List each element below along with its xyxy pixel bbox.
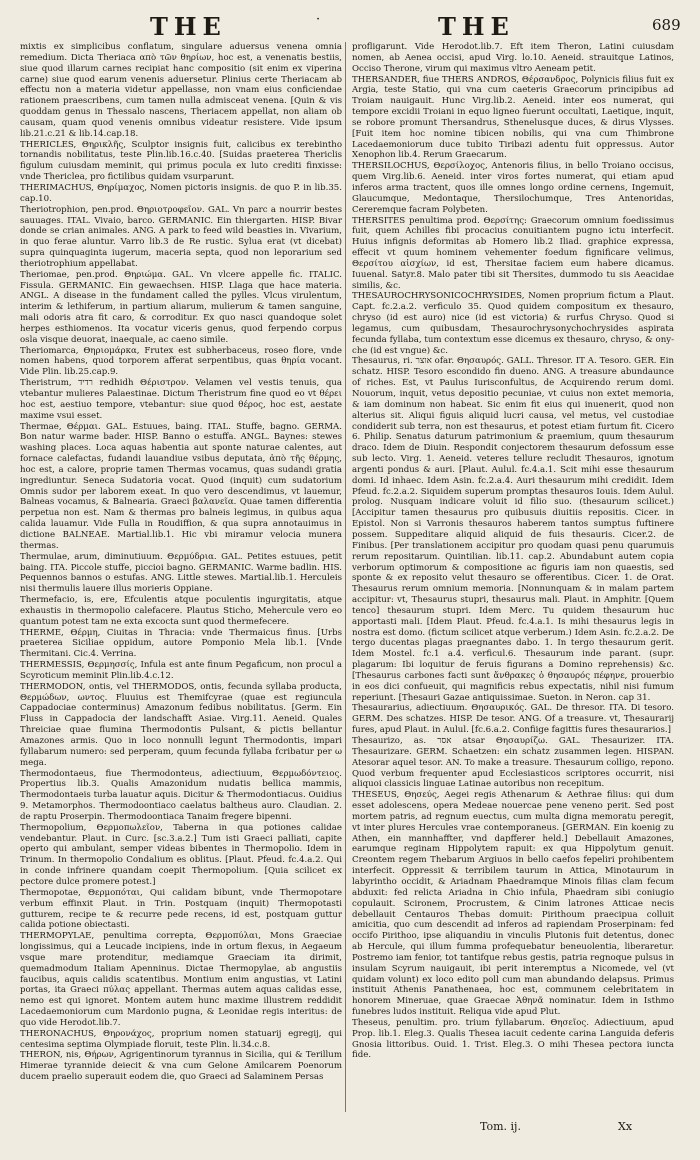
dictionary-entry: Theristrum, רדיד redhidh Θέριστρον. Velamen vel vestis tenuis, qua vtebantur mulieres Palaestinae. Dictum Theristrum fine quod eo vt θέρει hoc est, aestiuo tempore, vtebantur: siue quod θέρος, hoc est, aestate maxime vsui esset. xyxy=(20,378,343,421)
dictionary-entry: Thermodontaeus, fiue Thermodonteus, adiectiuum, Θερμωδόντειος. Propertius lib.3. Qualis Amazonidum nudatis bellica mammis, Thermodontaeis turba lauatur aquis. Dicitur & Thermodontiacus. Ouidius 9. Metamorphos. Thermodoontiaco caelatus baltheus auro. Claudian. 2. de raptu Proserpin. Thermodoontiaca Tanaim fregere bipenni. xyxy=(20,768,342,822)
dictionary-entry: Thermopotae, Θερμοπόται, Qui calidam bibunt, vnde Thermopotare verbum effinxit Plaut. in Trin. Postquam (inquit) Thermopotasti gutturem, recipe te & recurre pede recens, id est, postquam guttur calida potione obiectasti. xyxy=(20,887,342,931)
header-mark: · xyxy=(316,12,321,27)
header-left-word: THE xyxy=(150,12,227,41)
dictionary-entry: Theriomarca, Θηριομάρκα, Frutex est subherbaceus, roseo flore, vnde nomen habens, quod torporem afferat serpentibus, quas θηρία vocant. Vide Plin. lib.25.cap.9. xyxy=(20,345,342,378)
dictionary-entry: THERSANDER, fiue THERS ANDROS, Θέρσανδρος, Polynicis filius fuit ex Argia, teste Statio, qui vna cum caeteris Graecorum principibus ad Troiam nauigauit. Hunc Virg.lib.2. Aeneid. inter eos numerat, qui tempore excidii Troiani in equo ligneo fuerunt occultati, Laetique, inquit, se robore promunt Thersandrus, Sthenelusque duces, & dirus Vlysses. [Fuit item hoc nomine tibicen nobilis, qui vna cum Thimbrone Lacedaemoniorum duce tubito Tiribazi adentu fuit oppressus. Autor Xenophon lib.4. Rerum Graecarum. xyxy=(352,74,674,161)
dictionary-entry: mixtis ex simplicibus conflatum, singulare aduersus venena omnia remedium. Dicta Theriaca απὸ τῶν θηρίων, hoc est, a venenatis bestiis, siue quod illarum carnes recipiat hanc compositio (sit enim ex viperina carne) siue quod earum venenis aduersetur. Plinius certe Theriacam ab effectu non a materia videtur appellasse, non vnam eius conficiendae rationem praescribens, cum tamen nulla admisceat venena. [Quin & vis quoddam genus in Thessalo nascens, Theriacem appellat, non aliam ob causam, quam quod venenis omnibus videatur resistere. Vide ipsum lib.21.c.21 & lib.14.cap.18. xyxy=(20,42,342,139)
gathering-signature: Xx xyxy=(618,1120,633,1133)
dictionary-entry: Thesaurus, ri. אוצר ofar. Θησαυρός. GALL. Thresor. IT A. Tesoro. GER. Ein schatz. HISP. Tesoro escondido fin dueno. ANG. A treasure abundaunce of riches. Est, vt Paulus Iurisconfultus, de Acquirendo rerum domi. Nouorum, inquit, vetus depositio pecuniae, vt cuius non extet memoria, & iam dominum non habeat. Sic enim fit eius qui inuenerit, quod non alterius sit. Aliqui figuis aliquid lucri causa, vel metus, vel custodiae condiderit sub terra, non est thesaurus, et potest etiam furtum fit. Cicero 6. Philip. Senatus daturum patrimonium & praemium, quum thesaurum draco. Idem de Diuin. Respondit conjectorem thesaurum defossum esse sub lecto. Virg. 1. Aeneid. veteres tellure recludit Thesauros, ignotum argenti pondus & auri. [Plaut. Aulul. fc.4.a.1. Scit mihi esse thesaurum domi. Id inhaec. Idem Asin. fc.2.a.4. Auri thesaurum mihi credidit. Idem Pfeud. fc.2.a.2. Siquidem superum promptas thesauros Iouis. Idem Aulul. prolog. Nusquam indicare voluit id filio suo. (thesaurum scilicet.) [Accipitur tamen thesaurus pro quibusuis diuitiis repositis. Cicer. in Epistol. Non si Varronis thesauros haberem tantos sumptus fuftinere possem. Suppeditare aliquid aliquid de fuis thesauris. Cicer.2. de Finibus. [Per translationem accipitur pro quodam quasi penu quarumuis rerum repositarum. Quintilian. lib.11. cap.2. Abundabunt autem copia verborum optimorum & compositione ac figuris iam non quaestis, sed sponte & ex reposito velut thesauro se offerentibus. Cicer. 1. de Orat. Thesaurus rerum omnium memoria. [Nonnunquam & in malam partem accipitur: vt, Thesaurus stupri, thesaurus mali. Plaut. in Amphitr. [Quem tenco] thesaurum stupri. Idem Merc. Tu quidem thesaurum huc apportasti mali. [Idem Plaut. Pfeud. fc.4.a.1. Is mihi thesaurus legis in nostra est domo. (fictum scilicet atque verberum.) Idem Asin. fc.2.a.2. De tergo ducentas plagas praegnantes dabo. 1. In tergo thesaurum gerit. Idem Mostel. fc.1 a.4. verficul.6. Thesaurum inde parant. (supr. plagarum: Ibi loquitur de feruis figurans a Domino reprehensis) &c. [Thesaurus carbones facti sunt ἄνθρακες ὁ θησαυρός πέφηνε, prouerbio in eos dici confueuit, qui magnificis rebus expectatis, nihil nisi fumum reperiunt. [Thesauri Gazae antiquissimae. Sueton. in Neron. cap 31. xyxy=(352,356,675,703)
column-divider xyxy=(345,42,346,1112)
dictionary-entry: Theseus, penultim. pro. trium fyllabarum. Θησεῖος. Adiectiuum, apud Prop. lib.1. Eleg.3. Qualis Thesea iacuit cedente carina Languida deferis Gnosia littoribus. Ouid. 1. Trist. Eleg.3. O mihi Thesea pectora iuncta fide. xyxy=(352,1017,674,1061)
dictionary-entry: THERME, Θέρμη, Ciuitas in Thracia: vnde Thermaicus finus. [Urbs praeterea Siciliae oppidum, autore Pomponio Mela lib.1. [Vnde Thermitani. Cic.4. Verrina. xyxy=(20,627,342,660)
dictionary-entry: THERON, nis, Θήρων, Agrigentinorum tyrannus in Sicilia, qui & Terillum Himerae tyrannide deiecit & vna cum Gelone Amilcarem Poenorum ducem praelio superauit eodem die, quo Graeci ad Salaminem Persas xyxy=(20,1050,342,1083)
dictionary-entry: Thesaurizo, as. אסר atsar Θησαυρίζω. GAL. Thesaurizer. ITA. Thesaurizare. GERM. Schaetzen: ein schatz zusammen legen. HISPAN. Atesorar aquel tesor. AN. To make a treasure. Thesaurum colligo, repono. Quod verbum frequenter apud Ecclesiasticos scriptores occurrit, nisi aliquoi classicis linguae Latinae autoribus non recepitum. xyxy=(352,736,674,790)
dictionary-entry: Thermefacio, is, ere, Efculentis atque poculentis ingurgitatis, atque exhaustis in thermopolio calefacere. Plautus Sticho, Mehercule vero eo quantum potest tam ne exta excocta sunt quod thermefecere. xyxy=(20,595,342,627)
dictionary-entry: Thesaurarius, adiectiuum. Θησαυρικός. GAL. De thresor. ITA. Di tesoro. GERM. Des schatzes. HISP. De tesor. ANG. Of a treasure. vt, Thesaurarij fures, apud Plaut. in Aulul. [fc.6.a.2. Confiige fagittis fures thesaurarios.] xyxy=(352,703,674,736)
dictionary-entry: THERIMACHUS, Θηρίμαχος, Nomen pictoris insignis. de quo P. in lib.35. cap.10. xyxy=(20,182,342,204)
page-number: 689 xyxy=(652,16,681,34)
right-column xyxy=(352,42,674,1061)
dictionary-entry: Thermopolium, Θερμοπωλεῖον, Taberna in qua potiones calidae vendebantur. Plaut. in Curc. [sc.3.a.2.] Tum isti Graeci palliati, capite operto qui ambulant, semper videas bibentes in Thermopolio. Idem in Trinum. In thermopolio Condalium es oblitus. [Plaut. Pfeud. fc.4.a.2. Qui in conde infrinere quandam coepit Thermopolium. [Quia scilicet ex pectore dulce promere potest.] xyxy=(20,822,342,887)
dictionary-entry: Thermulae, arum, diminutiuum. Θερμύδρια. GAL. Petites estuues, petit baing. ITA. Piccole stuffe, piccioi bagno. GERMANIC. Warme badlin. HIS. Pequennos bannos o estufas. ANG. Little stewes. Martial.lib.1. Herculeis nisi thermulis lauere illus morieris Oppiane. xyxy=(20,551,342,595)
dictionary-entry: THERMODON, ontis, vel THERMODOS, ontis, fecunda syllaba producta, Θερμώδων, ωντος. Fluuius est Themifcyrae (quae est regiuncula Cappadociae conterminus) Amazonum fedibus nobilitatus. [Germ. Ein Fluss in Cappadocia der landschafft Asiae. Virg.11. Aeneid. Quales Threiciae quae flumina Thermodontis Pulsant, & pictis bellantur Amazones armis. Quo in loco nonnulli legunt Thermodontis, impari fyllabarum numero: sed perperam, quum fecunda fyllaba fcribatur per ω mega. xyxy=(20,681,342,768)
dictionary-entry: THERICLES, Θηρικλῆς, Sculptor insignis fuit, calicibus ex terebintho tornandis nobilitatus, teste Plin.lib.16.c.40. [Suidas praeterea Thericlis figulum cuiusdam meminit, qui primus pocula ex luto crediti finxisse: vnde Thericlea, pro fictilibus quidam vsurparunt. xyxy=(20,139,342,183)
dictionary-entry: THERMOPYLAE, penultima correpta, Θερμοπύλαι, Mons Graeciae longissimus, qui a Leucade incipiens, inde in ortum flexus, in Aegaeum vsque mare protenditur, mediamque Graeciam ita dirimit, quemadmodum Italiam Apenninus. Dictae Thermopylae, ab angustiis faucibus, aquis calidis scatentibus. Montium enim angustias, vt Latini portas, ita Graeci πύλας appellant. Thermas autem aquas calidas esse, nemo est qui ignoret. Montem autem hunc maxime illustrem reddidit Lacedaemoniorum cum Mardonio pugna, & Leonidae regis interitus: de quo vide Herodot.lib.7. xyxy=(20,931,342,1028)
dictionary-entry: Theriotrophion, pen.prod. Θηριοτροφεῖον. GAL. Vn parc a nourrir bestes sauuages. ITAL. Vivaio, barco. GERMANIC. Ein thiergarten. HISP. Bivar donde se crian animales. ANG. A park to feed wild beasties in. Vivarium, in quo ferae aluntur. Varro lib.3 de Re rustic. Sylua erat (vt dicebat) supra quinquaginta iugerum, maceria septa, quod non leporarium sed theriotrophium appellabat. xyxy=(20,204,342,269)
dictionary-entry: THERONACHUS, Θηρονάχος, proprium nomen statuarij egregij, qui centesima septima Olympiade floruit, teste Plin. li.34.c.8. xyxy=(20,1028,342,1050)
left-column xyxy=(20,42,342,1083)
volume-signature: Tom. ij. xyxy=(480,1120,521,1133)
dictionary-entry: THESEUS, Θησεύς, Aegei regis Athenarum & Aethrae filius: qui dum esset adolescens, opera Medeae nouercae pene veneno perit. Sed post mortem patris, ad regnum euectus, cum multa digna memoratu peregit, vt inter plures Hercules vrae contemporaneus. [GERMAN. Ein koenig zu Athen, ein mannhaffter, vnd dapfferer held.] Debellauit Amazones, earumque reginam Hippolytem rapuit: ex qua Hippolytum genuit. Creontem regem Thebarum Argiuos in bello caefos fepeliri prohibentem interfecit. Oppressit & terribilem taurum in Attica, Minotaurum in labyrintho occidit, & Ariadnam Phaedramque Minois filias clam fecum abduxit: fed relicta Ariadna in Chio infula, Phaedram sibi coniugio copulauit. Scironem, Procrustem, & Cinim latrones Atticae necis debellauit Centauros Thebas domuit: Pirithoum praecipua colluit amicitia, quo cum descendit ad inferos ad rapiendam Proserpinam: fed occifo Pirithoo, ipse aliquandiu in vinculis Plutonis fuit detentus, donec ab Hercule, qui illum fumma profequebatur beneuolentia, liberaretur. Postremo iam fenior, tot tantifque rebus gestis, patria regnoque pulsus in insulam Scyrum nauigauit, ibi perit interemptus a Nicomede, vel (vt quidam volunt) ex loco edito poll cum man abundando delapsus. Primus instituit Athenis Panathenaea, hoc est, communem celebritatem in honorem Mineruae, quae Graecae Ἀθηνᾶ nominatur. Idem in Isthmo funebres ludos instituit. Reliqua vide apud Plut. xyxy=(352,790,674,1018)
running-header xyxy=(0,8,700,41)
dictionary-entry: THESAUROCHRYSONICOCHRYSIDES, Nomen proprium fictum a Plaut. Capt. fc.2.a.2. verficulo 35. Quod quidem compositum ex thesauro, chryso (id est auro) nice (id est victoria) & rurfus Chryso. Quod si legamus, cum quibusdam, Thesaurochrysonychochrysides aspirata fecunda fyllaba, tum contextum esse dicemus ex thesauro, chryso, & ony- che (id est vngue) &c. xyxy=(352,291,674,356)
dictionary-entry: Theriomae, pen.prod. Θηριώμα. GAL. Vn vlcere appelle fic. ITALIC. Fissula. GERMANIC. Ein gewaechsen. HISP. Llaga que hace materia. ANGL. A disease in the fundament called the pylles. Vlcus virulentum, interim & lethiferum, in partium aliarum, mulierum & tamen sanguine, mali odoris atra fit caro, & corroditur. Ex quo nasci quandoque solet herpes esthiomenos. Ita vocatur viceris genus, quod ferpendo corpus osla visque deuorat, inaequale, ac caeno simile. xyxy=(20,269,342,345)
dictionary-entry: THERSILOCHUS, Θερσίλοχος, Antenoris filius, in bello Troiano occisus, quem Virg.lib.6. Aeneid. inter viros fortes numerat, qui etiam apud inferos arma tractent, quos ille omnes longo ordine cernens, Ingemuit, Glaucumque, Medontaque, Thersilochumque, Tres Antenoridas, Cereremque facram Polybeten. xyxy=(352,161,674,215)
dictionary-entry: profligarunt. Vide Herodot.lib.7. Eft item Theron, Latini cuiusdam nomen, ab Aenea occisi, apud Virg. lo.10. Aeneid. strauitque Latinos, Occiso Therone, virum qui maximus vltro Aeneam petit. xyxy=(352,42,674,74)
dictionary-entry: THERSITES penultima prod. Θερσίτης: Graecorum omnium foedissimus fuit, quem Achilles fibi procacius conuitiantem pugno ictu interfecit. Huius infignis deformitas ab Homero lib.2 Iliad. graphice expressa, effecit vt quum hominem vehementer foedum fignificare velimus, Θερσίτου αἰσχίων, id est, Thersitae faciem eum habere dicamus. Iuuenal. Satyr.8. Malo pater tibi sit Thersites, dummodo tu sis Aeacidae similis, &c. xyxy=(352,215,674,291)
dictionary-entry: THERMESSIS, Θερμησσίς, Infula est ante finum Pegaficum, non procul a Scyroticum meminit Plin.lib.4.c.12. xyxy=(20,660,342,681)
dictionary-entry: Thermae, Θέρμαι. GAL. Estuues, baing. ITAL. Stuffe, bagno. GERMA. Bon natur warme bader. HISP. Banno o estuffa. ANGL. Baynes: stewes washing places. Loca aquas habentia aut sponte naturae calentes, aut fornace calefactas, fudandi lauandiue vsibus deputata, ἀπὸ τῆς θέρμης, hoc est, a calore, proprie tamen Thermas vocamus, quas sudandi gratia ingrediuntur. Seneca Sudatoria vocat. Quod (inquit) cum sudatorium Omnis sudor per laborem exeat. In quo vero descendimus, vt lauemur, Balneas vocamus, & Balnearia. Graeci βαλανεῖα. Quae tamen differentia perpetua non est. Nam & thermas pro balneis legimus, in quibus aqua calida lauamur. Vide Fulla in Roudiffion, & qua supra annotauimus in dictione BALNEAE. Martial.lib.1. Hic vbi miramur velocia munera thermas. xyxy=(20,421,342,551)
header-right-word: THE xyxy=(438,12,515,41)
